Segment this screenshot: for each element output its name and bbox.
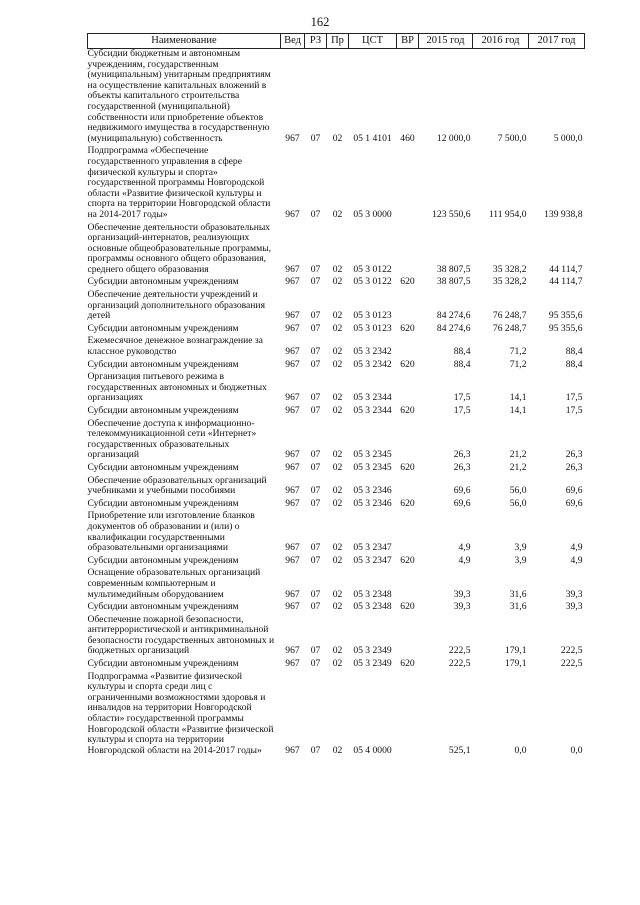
cell-2015: 38 807,5 (436, 276, 471, 288)
cell-cst: 05 3 0000 (353, 208, 392, 220)
page-number: 162 (310, 15, 330, 29)
cell-pr: 02 (332, 744, 343, 756)
table-row (88, 568, 585, 602)
cell-2017: 139 938,8 (544, 208, 583, 220)
cell-2017: 4,9 (570, 542, 583, 554)
cell-pr: 02 (332, 346, 343, 358)
cell-pr: 02 (332, 310, 343, 322)
cell-vr (397, 336, 419, 359)
header-2017: 2017 год (529, 34, 585, 49)
cell-rz: 07 (310, 392, 321, 404)
cell-name: Субсидии автономным учреждениям (87, 601, 239, 613)
cell-2015: 38 807,5 (436, 263, 471, 275)
cell-2015: 4,9 (458, 554, 471, 566)
cell-cst: 05 3 2349 (353, 645, 392, 657)
table-row (88, 223, 585, 278)
cell-cst: 05 3 2342 (353, 346, 392, 358)
cell-2017: 26,3 (565, 461, 583, 473)
header-2015: 2015 год (419, 34, 473, 49)
cell-2017: 0,0 (570, 744, 583, 756)
cell-name: Обеспечение деятельности учреждений и организаций дополнительного образования детей (87, 289, 265, 322)
table-header-row (88, 34, 585, 49)
cell-2017: 88,4 (565, 358, 583, 370)
cell-name: Приобретение или изготовление бланков документов об образовании и (или) о квалификации государственными образовательными организациями (87, 510, 255, 554)
cell-cst: 05 3 2342 (353, 358, 392, 370)
cell-2015: 88,4 (453, 358, 471, 370)
cell-ved: 967 (285, 132, 300, 144)
cell-rz: 07 (310, 601, 321, 613)
cell-cst: 05 3 0123 (353, 322, 392, 334)
cell-2017: 5 000,0 (553, 132, 583, 144)
cell-2015: 222,5 (448, 658, 471, 670)
cell-2015: 84 274,6 (436, 322, 471, 334)
cell-cst: 05 3 0122 (353, 276, 392, 288)
header-2016: 2016 год (473, 34, 529, 49)
cell-rz: 07 (310, 405, 321, 416)
cell-name: Ежемесячное денежное вознаграждение за классное руководство (87, 335, 263, 358)
cell-2015: 39,3 (453, 588, 471, 600)
cell-2017: 17,5 (565, 405, 583, 416)
table-row (88, 146, 585, 222)
cell-ved: 967 (285, 346, 300, 358)
cell-rz: 07 (310, 497, 321, 509)
cell-rz: 07 (310, 208, 321, 220)
cell-2015: 26,3 (453, 449, 471, 461)
table-body (88, 49, 585, 759)
cell-2015: 222,5 (448, 645, 471, 657)
cell-pr: 02 (332, 263, 343, 275)
header-name: Наименование (88, 34, 281, 49)
cell-rz: 07 (310, 485, 321, 497)
cell-vr: 620 (400, 322, 415, 334)
cell-2017: 4,9 (570, 554, 583, 566)
cell-pr: 02 (332, 601, 343, 613)
table-row (88, 336, 585, 359)
cell-name: Оснащение образовательных организаций современным компьютерным и мультимедийным оборудованием (87, 567, 261, 600)
cell-ved: 967 (285, 658, 300, 670)
cell-ved: 967 (285, 485, 300, 497)
cell-2016: 3,9 (514, 554, 527, 566)
table-row (88, 602, 585, 615)
cell-vr: 620 (400, 461, 415, 473)
cell-name: Субсидии автономным учреждениям (87, 322, 239, 334)
cell-cst: 05 3 2344 (353, 405, 392, 416)
cell-2015: 17,5 (453, 392, 471, 404)
cell-ved: 967 (285, 310, 300, 322)
cell-ved: 967 (285, 208, 300, 220)
cell-2015: 525,1 (448, 744, 471, 756)
cell-2016: 21,2 (509, 461, 527, 473)
cell-2016: 3,9 (514, 542, 527, 554)
cell-2015: 4,9 (458, 542, 471, 554)
cell-name: Субсидии автономным учреждениям (87, 497, 239, 509)
cell-name: Субсидии автономным учреждениям (87, 554, 239, 566)
cell-2017: 69,6 (565, 485, 583, 497)
cell-2017: 44 114,7 (549, 263, 583, 275)
cell-vr: 620 (400, 554, 415, 566)
cell-2016: 76 248,7 (492, 310, 527, 322)
cell-vr: 460 (400, 132, 415, 144)
cell-pr: 02 (332, 358, 343, 370)
cell-rz: 07 (310, 132, 321, 144)
cell-name: Обеспечение доступа к информационно-телекоммуникационной сети «Интернет» государственных образовательных организаций (87, 417, 257, 461)
cell-vr (397, 568, 419, 602)
cell-name: Субсидии автономным учреждениям (87, 358, 239, 370)
cell-2017: 39,3 (565, 588, 583, 600)
cell-rz: 07 (310, 744, 321, 756)
cell-2017: 39,3 (565, 601, 583, 613)
cell-pr: 02 (332, 485, 343, 497)
table-row (88, 290, 585, 324)
cell-cst: 05 3 2347 (353, 554, 392, 566)
header-vr: ВР (397, 34, 419, 49)
table-row (88, 372, 585, 406)
cell-rz: 07 (310, 263, 321, 275)
cell-name: Субсидии автономным учреждениям (87, 461, 239, 473)
cell-ved: 967 (285, 276, 300, 288)
cell-2015: 69,6 (453, 485, 471, 497)
header-cst: ЦСТ (349, 34, 397, 49)
cell-2015: 26,3 (453, 461, 471, 473)
cell-vr (397, 419, 419, 463)
table-row (88, 406, 585, 419)
cell-name: Подпрограмма «Обеспечение государственного управления в сфере физической культуры и спорта» государственной программы Новгородской области «Развитие физической культуры и спорта на территории Новгородской области на 2014-2017 годы» (87, 145, 271, 220)
cell-ved: 967 (285, 588, 300, 600)
cell-pr: 02 (332, 322, 343, 334)
cell-2016: 35 328,2 (492, 263, 527, 275)
cell-2015: 84 274,6 (436, 310, 471, 322)
cell-name: Обеспечение деятельности образовательных организаций-интернатов, реализующих основные общеобразовательные программы, программы основного общего образования, среднего общего образования (87, 221, 272, 275)
cell-pr: 02 (332, 645, 343, 657)
cell-rz: 07 (310, 310, 321, 322)
cell-2015: 39,3 (453, 601, 471, 613)
cell-rz: 07 (310, 322, 321, 334)
cell-rz: 07 (310, 588, 321, 600)
cell-2016: 14,1 (509, 392, 527, 404)
table-row (88, 419, 585, 463)
cell-name: Субсидии автономным учреждениям (87, 658, 239, 670)
cell-2017: 88,4 (565, 346, 583, 358)
cell-2016: 31,6 (509, 588, 527, 600)
cell-ved: 967 (285, 322, 300, 334)
cell-2017: 222,5 (560, 645, 583, 657)
cell-cst: 05 3 2348 (353, 601, 392, 613)
header-rz: РЗ (305, 34, 327, 49)
cell-2016: 35 328,2 (492, 276, 527, 288)
cell-pr: 02 (332, 588, 343, 600)
cell-cst: 05 3 0123 (353, 310, 392, 322)
cell-2017: 95 355,6 (548, 322, 583, 334)
cell-cst: 05 1 4101 (353, 132, 392, 144)
cell-ved: 967 (285, 645, 300, 657)
cell-rz: 07 (310, 542, 321, 554)
cell-cst: 05 3 2347 (353, 542, 392, 554)
cell-ved: 967 (285, 449, 300, 461)
cell-cst: 05 3 2345 (353, 461, 392, 473)
cell-2017: 26,3 (565, 449, 583, 461)
cell-rz: 07 (310, 276, 321, 288)
cell-rz: 07 (310, 346, 321, 358)
cell-rz: 07 (310, 554, 321, 566)
cell-vr (397, 615, 419, 659)
cell-2017: 95 355,6 (548, 310, 583, 322)
table-row (88, 615, 585, 659)
cell-2016: 7 500,0 (497, 132, 527, 144)
cell-vr: 620 (400, 497, 415, 509)
cell-ved: 967 (285, 263, 300, 275)
cell-cst: 05 3 0122 (353, 263, 392, 275)
cell-vr: 620 (400, 658, 415, 670)
cell-pr: 02 (332, 208, 343, 220)
cell-name: Субсидии бюджетным и автономным учреждениям, государственным (муниципальным) унитарным предприятиям на осуществление капитальных вложений в объекты капитального строительства государственной (муниципальной) собственности или приобретение объектов недвижимого имущества в государственную (муниципальную) собственность (87, 48, 271, 144)
cell-ved: 967 (285, 358, 300, 370)
cell-rz: 07 (310, 358, 321, 370)
cell-2015: 88,4 (453, 346, 471, 358)
cell-cst: 05 3 2344 (353, 392, 392, 404)
table-row (88, 659, 585, 672)
header-pr: Пр (327, 34, 349, 49)
cell-cst: 05 3 2345 (353, 449, 392, 461)
cell-pr: 02 (332, 392, 343, 404)
table-row (88, 511, 585, 555)
cell-cst: 05 3 2346 (353, 497, 392, 509)
cell-pr: 02 (332, 461, 343, 473)
cell-vr (397, 290, 419, 324)
cell-2016: 0,0 (514, 744, 527, 756)
cell-2016: 179,1 (504, 645, 527, 657)
cell-2016: 179,1 (504, 658, 527, 670)
cell-vr (397, 146, 419, 222)
budget-table (87, 33, 585, 758)
cell-2017: 69,6 (565, 497, 583, 509)
cell-vr (397, 372, 419, 406)
cell-name: Организация питьевого режима в государственных автономных и бюджетных организациях (87, 371, 267, 404)
cell-ved: 967 (285, 554, 300, 566)
table-row (88, 49, 585, 147)
cell-name: Субсидии автономным учреждениям (87, 405, 239, 416)
cell-cst: 05 3 2348 (353, 588, 392, 600)
cell-pr: 02 (332, 658, 343, 670)
cell-rz: 07 (310, 461, 321, 473)
cell-2015: 17,5 (453, 405, 471, 416)
cell-2017: 17,5 (565, 392, 583, 404)
cell-cst: 05 4 0000 (353, 744, 392, 756)
cell-ved: 967 (285, 542, 300, 554)
cell-vr: 620 (400, 405, 415, 416)
cell-2016: 56,0 (509, 485, 527, 497)
cell-2017: 222,5 (560, 658, 583, 670)
cell-pr: 02 (332, 554, 343, 566)
cell-rz: 07 (310, 449, 321, 461)
cell-ved: 967 (285, 744, 300, 756)
table-row (88, 476, 585, 499)
cell-2016: 111 954,0 (488, 208, 527, 220)
table-row (88, 672, 585, 759)
cell-pr: 02 (332, 132, 343, 144)
cell-2016: 56,0 (509, 497, 527, 509)
cell-vr (397, 511, 419, 555)
cell-pr: 02 (332, 276, 343, 288)
cell-cst: 05 3 2349 (353, 658, 392, 670)
cell-ved: 967 (285, 497, 300, 509)
cell-rz: 07 (310, 645, 321, 657)
header-ved: Вед (281, 34, 305, 49)
cell-name: Обеспечение пожарной безопасности, антитеррористической и антикриминальной безопасности государственных автономных и бюджетных организаций (87, 613, 275, 657)
cell-2017: 44 114,7 (549, 276, 583, 288)
cell-ved: 967 (285, 405, 300, 416)
cell-vr: 620 (400, 601, 415, 613)
cell-2016: 14,1 (509, 405, 527, 416)
cell-vr: 620 (400, 358, 415, 370)
cell-vr (397, 223, 419, 278)
cell-2016: 31,6 (509, 601, 527, 613)
cell-2015: 69,6 (453, 497, 471, 509)
cell-pr: 02 (332, 449, 343, 461)
cell-2016: 21,2 (509, 449, 527, 461)
cell-pr: 02 (332, 542, 343, 554)
cell-name: Подпрограмма «Развитие физической культуры и спорта среди лиц с ограниченными возможностями здоровья и инвалидов на территории Новгородской области» государственной программы Новгородской области «Развитие физической культуры и спорта на территории Новгородской области на 2014-2017 годы» (87, 670, 274, 756)
cell-pr: 02 (332, 405, 343, 416)
cell-cst: 05 3 2346 (353, 485, 392, 497)
cell-vr: 620 (400, 276, 415, 288)
cell-2016: 71,2 (509, 358, 527, 370)
cell-rz: 07 (310, 658, 321, 670)
cell-2015: 123 550,6 (432, 208, 471, 220)
cell-2016: 76 248,7 (492, 322, 527, 334)
cell-vr (397, 476, 419, 499)
cell-name: Обеспечение образовательных организаций учебниками и учебными пособиями (87, 474, 267, 497)
cell-ved: 967 (285, 461, 300, 473)
cell-2016: 71,2 (509, 346, 527, 358)
table-row (88, 463, 585, 476)
cell-ved: 967 (285, 601, 300, 613)
cell-pr: 02 (332, 497, 343, 509)
cell-ved: 967 (285, 392, 300, 404)
cell-2015: 12 000,0 (436, 132, 471, 144)
cell-vr (397, 672, 419, 759)
cell-name: Субсидии автономным учреждениям (87, 276, 239, 288)
